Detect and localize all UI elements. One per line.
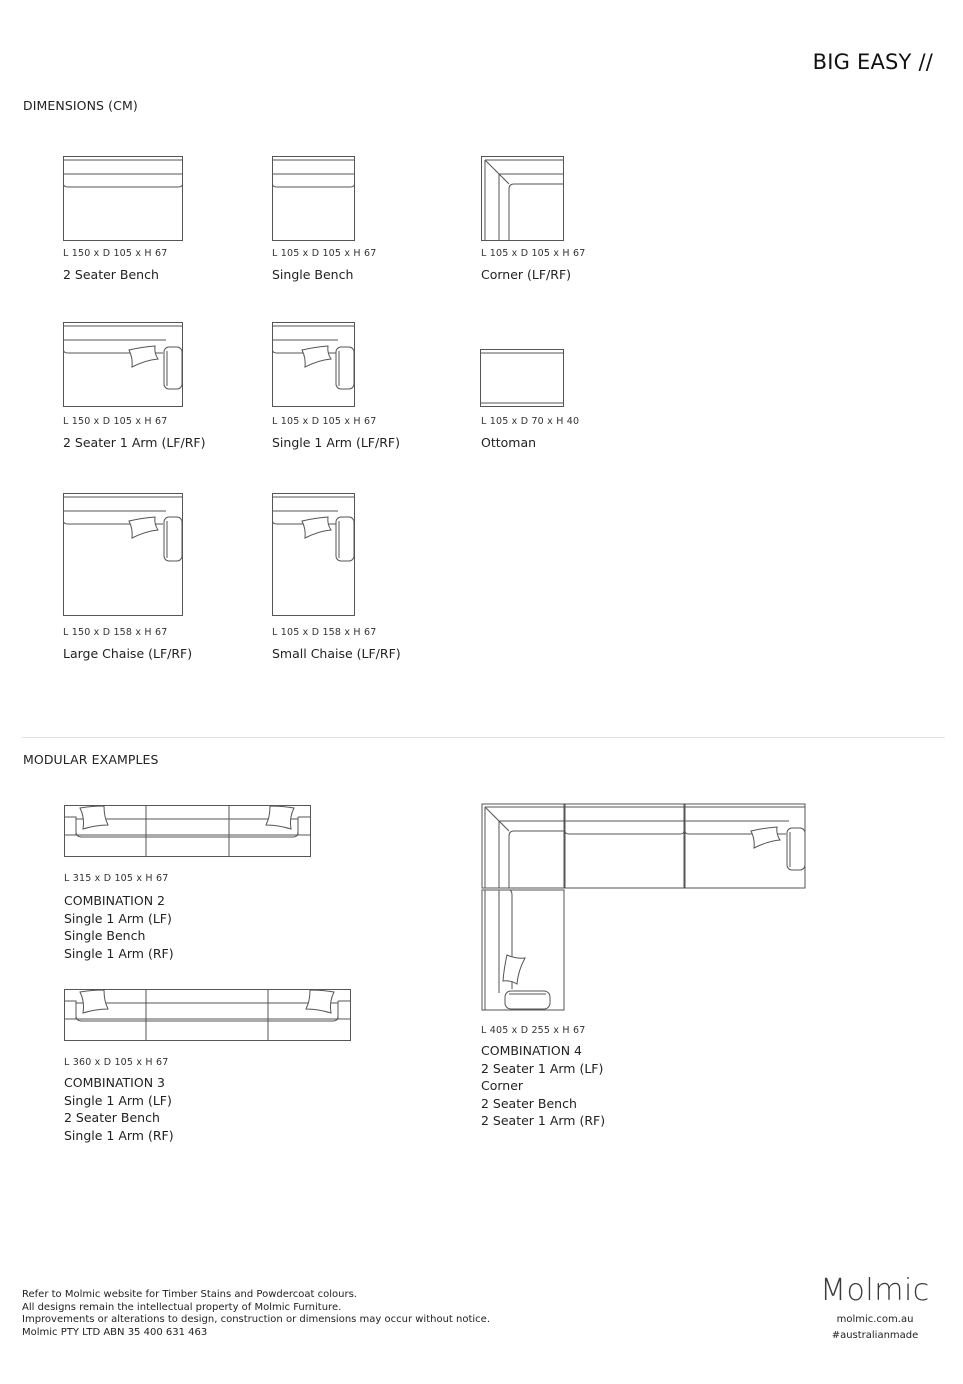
- combination-dimensions: L 315 x D 105 x H 67: [64, 873, 169, 884]
- brand-title: BIG EASY //: [812, 50, 933, 74]
- section-title-modular: MODULAR EXAMPLES: [23, 752, 159, 767]
- section-title-dimensions: DIMENSIONS (CM): [23, 98, 138, 113]
- combination-4-icon: [481, 803, 806, 1011]
- module-name: Corner (LF/RF): [481, 267, 572, 282]
- sofa-large-chaise-icon: [63, 493, 183, 616]
- combination-title: COMBINATION 3: [64, 1075, 165, 1090]
- sofa-corner-icon: [481, 156, 564, 241]
- module-dimensions: L 150 x D 105 x H 67: [63, 416, 168, 427]
- module-dimensions: L 150 x D 105 x H 67: [63, 248, 168, 259]
- combination-item: 2 Seater Bench: [481, 1095, 577, 1111]
- module-name: Ottoman: [481, 435, 537, 450]
- ottoman-icon: [480, 349, 564, 407]
- module-dimensions: L 105 x D 105 x H 67: [272, 416, 377, 427]
- combination-item: 2 Seater 1 Arm (LF): [481, 1060, 604, 1076]
- module-name: 2 Seater 1 Arm (LF/RF): [63, 435, 206, 450]
- combination-dimensions: L 360 x D 105 x H 67: [64, 1057, 169, 1068]
- sofa-2-seater-1-arm-icon: [63, 322, 183, 407]
- module-name: 2 Seater Bench: [63, 267, 159, 282]
- module-dimensions: L 105 x D 158 x H 67: [272, 627, 377, 638]
- combination-2-details: [64, 892, 174, 962]
- combination-item: Single 1 Arm (RF): [64, 1127, 174, 1143]
- combination-item: 2 Seater 1 Arm (RF): [481, 1113, 606, 1128]
- module-dimensions: L 150 x D 158 x H 67: [63, 627, 168, 638]
- combination-3-details: [64, 1074, 174, 1144]
- module-dimensions: L 105 x D 70 x H 40: [481, 416, 580, 427]
- combination-4-details: [481, 1042, 605, 1130]
- combination-item: Single 1 Arm (LF): [64, 910, 172, 926]
- combination-item: Single 1 Arm (LF): [64, 1092, 172, 1108]
- footer-line: Improvements or alterations to design, construction or dimensions may occur without notice.: [22, 1314, 491, 1326]
- combination-dimensions: L 405 x D 255 x H 67: [481, 1025, 586, 1036]
- module-name: Single Bench: [272, 267, 354, 282]
- molmic-logo: Molmic: [820, 1273, 930, 1308]
- module-dimensions: L 105 x D 105 x H 67: [272, 248, 377, 259]
- website-link[interactable]: molmic.com.au: [836, 1314, 914, 1325]
- footer-line: Refer to Molmic website for Timber Stains and Powdercoat colours.: [22, 1289, 357, 1300]
- footer-line: Molmic PTY LTD ABN 35 400 631 463: [22, 1326, 208, 1338]
- section-divider: [22, 737, 945, 738]
- footer-line: All designs remain the intellectual property of Molmic Furniture.: [22, 1301, 342, 1313]
- hashtag: #australianmade: [831, 1330, 919, 1341]
- combination-2-icon: [64, 805, 311, 857]
- sofa-single-bench-icon: [272, 156, 355, 241]
- combination-title: COMBINATION 4: [481, 1043, 582, 1058]
- module-dimensions: L 105 x D 105 x H 67: [481, 248, 586, 259]
- footer-notes: [22, 1289, 490, 1339]
- combination-item: Corner: [481, 1078, 524, 1093]
- combination-3-icon: [64, 989, 351, 1041]
- combination-title: COMBINATION 2: [64, 893, 165, 908]
- sofa-2-seater-bench-icon: [63, 156, 183, 241]
- combination-item: 2 Seater Bench: [64, 1110, 160, 1125]
- combination-item: Single 1 Arm (RF): [64, 945, 174, 961]
- module-name: Single 1 Arm (LF/RF): [272, 435, 400, 450]
- module-name: Large Chaise (LF/RF): [63, 646, 193, 661]
- sofa-single-1-arm-icon: [272, 322, 355, 407]
- combination-item: Single Bench: [64, 928, 146, 943]
- sofa-small-chaise-icon: [272, 493, 355, 616]
- module-name: Small Chaise (LF/RF): [272, 646, 401, 661]
